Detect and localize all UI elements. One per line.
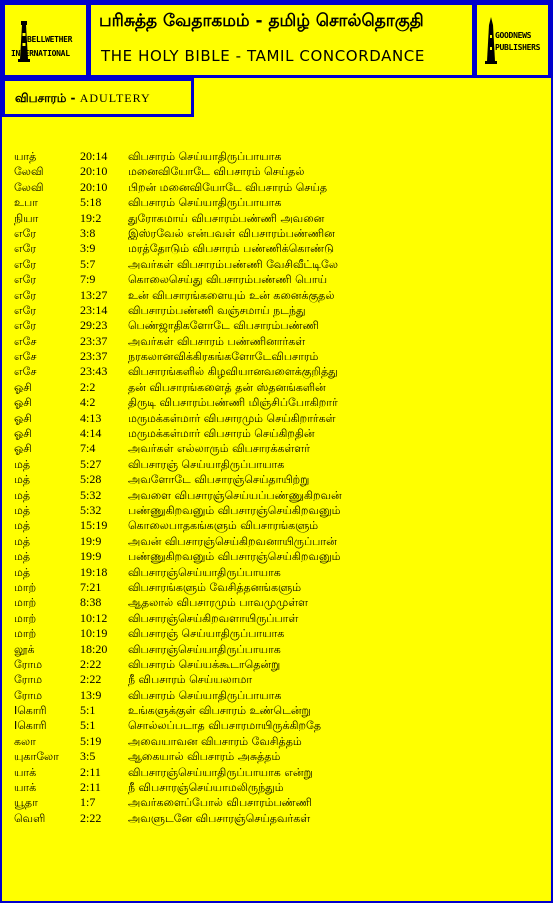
verse-text: நரகலானவிக்கிரகங்களோடேவிபசாரம் [128, 350, 319, 364]
verse-ref: 20:10 [80, 164, 108, 179]
verse-row [14, 272, 534, 287]
verse-ref: 20:10 [80, 179, 108, 194]
verse-text: துரோகமாய் விபசாரம்பண்ணி அவனை [128, 211, 325, 225]
logo-left-line1: BELLWETHER [27, 35, 73, 44]
verse-book: எசே [14, 365, 37, 379]
verse-row [14, 334, 534, 349]
verse-row [14, 595, 534, 610]
verse-book: மாற் [14, 580, 37, 594]
bellwether-logo [2, 2, 89, 78]
verse-book: லூக் [14, 642, 35, 656]
verse-ref: 13:9 [80, 687, 102, 702]
verse-row [14, 380, 534, 395]
verse-book: மத் [14, 550, 31, 564]
verse-text: அவளுடனே விபசாரஞ்செய்தவர்கள் [128, 811, 311, 825]
verse-ref: 5:19 [80, 733, 102, 748]
verse-text: ஆதலால் விபசாரமும் பாவமுமுள்ள [128, 596, 309, 610]
verse-ref: 19:18 [80, 564, 108, 579]
verse-book: மாற் [14, 627, 37, 641]
verse-row [14, 472, 534, 487]
verse-text: விபசாரங்களும் வேசித்தனங்களும் [128, 580, 302, 594]
verse-ref: 18:20 [80, 641, 108, 656]
verse-book: லேவி [14, 180, 44, 194]
verse-text: தன் விபசாரங்களைத் தன் ஸ்தனங்களின் [128, 380, 326, 394]
verse-ref: 19:9 [80, 549, 102, 564]
verse-book: யாக் [14, 781, 37, 795]
verse-book: Iகொரி [14, 719, 47, 733]
verse-row [14, 718, 534, 733]
verse-text: உன் விபசாரங்களையும் உன் கனைக்குதல் [128, 288, 335, 302]
verse-text: இஸ்ரவேல் என்பவள் விபசாரம்பண்ணின [128, 226, 335, 240]
verse-row [14, 672, 534, 687]
verse-text: திருடி விபசாரம்பண்ணி மிஞ்சிப்போகிறார் [128, 396, 338, 410]
verse-text: பண்ணுகிறவனும் விபசாரஞ்செய்கிறவனும் [128, 550, 341, 564]
tower-icon [485, 17, 497, 65]
verse-book: மாற் [14, 611, 37, 625]
verse-text: விபசாரஞ்செய்யாதிருப்பாயாக [128, 642, 281, 656]
verse-ref: 15:19 [80, 518, 108, 533]
verse-text: நீ விபசாரஞ்செய்யாமலிருந்தும் [128, 781, 284, 795]
verse-row [14, 811, 534, 826]
verse-book: வெளி [14, 811, 46, 825]
verse-book: ஓசி [14, 411, 32, 425]
verse-row [14, 488, 534, 503]
verse-ref: 2:2 [80, 379, 96, 394]
verse-row [14, 195, 534, 210]
verse-book: யூதா [14, 796, 38, 810]
verse-row [14, 565, 534, 580]
verse-book: ரோம [14, 657, 43, 671]
verse-text: விபசாரஞ் செய்யாதிருப்பாயாக [128, 627, 285, 641]
verse-row [14, 518, 534, 533]
verse-text: பெண்ஜாதிகளோடே விபசாரம்பண்ணி [128, 319, 319, 333]
verse-book: மத் [14, 565, 31, 579]
verse-book: ஓசி [14, 442, 32, 456]
word-tamil: விபசாரம் [15, 91, 67, 105]
verse-row [14, 534, 534, 549]
verse-ref: 5:18 [80, 195, 102, 210]
verse-text: அவன் விபசாரஞ்செய்கிறவனாயிருப்பான் [128, 534, 337, 548]
verse-ref: 5:32 [80, 487, 102, 502]
verse-text: அவளோடே விபசாரஞ்செய்தாயிற்று [128, 473, 310, 487]
verse-book: மத் [14, 503, 31, 517]
verse-text: விபசாரஞ்செய்கிறவளாயிருப்பாள் [128, 611, 299, 625]
verse-ref: 4:13 [80, 410, 102, 425]
verse-ref: 2:11 [80, 764, 101, 779]
verse-text: விபசாரம்பண்ணி வஞ்சமாய் நடந்து [128, 303, 306, 317]
title-english: THE HOLY BIBLE - TAMIL CONCORDANCE [101, 47, 425, 65]
verse-row [14, 688, 534, 703]
verse-row [14, 241, 534, 256]
verse-book: மத் [14, 534, 31, 548]
verse-book: ஓசி [14, 396, 32, 410]
verse-text: மருமக்கள்மார் விபசாரம் செய்கிறதின் [128, 427, 315, 441]
logo-right-line1: GOODNEWS [495, 31, 532, 40]
verse-row [14, 549, 534, 564]
verse-book: லேவி [14, 165, 44, 179]
verse-text: அவையாவன விபசாரம் வேசித்தம் [128, 734, 302, 748]
verse-text: விபசாரம் செய்யாதிருப்பாயாக [128, 196, 282, 210]
verse-ref: 1:7 [80, 795, 96, 810]
verse-ref: 5:1 [80, 718, 96, 733]
verse-row [14, 626, 534, 641]
verse-book: எரே [14, 257, 37, 271]
verse-ref: 19:9 [80, 533, 102, 548]
verse-book: ரோம [14, 673, 43, 687]
verse-text: அவர்கள் விபசாரம் பண்ணினார்கள் [128, 334, 306, 348]
verse-text: கொலைபாதகங்களும் விபசாரங்களும் [128, 519, 319, 533]
verse-text: விபசாரஞ் செய்யாதிருப்பாயாக [128, 457, 285, 471]
verse-row [14, 211, 534, 226]
verse-text: பிறன் மனைவியோடே விபசாரம் செய்த [128, 180, 327, 194]
verse-ref: 13:27 [80, 287, 108, 302]
verse-book: எரே [14, 242, 37, 256]
verse-row [14, 180, 534, 195]
verse-ref: 3:9 [80, 241, 96, 256]
verse-row [14, 395, 534, 410]
verse-row [14, 765, 534, 780]
verse-ref: 3:8 [80, 225, 96, 240]
logo-left-line2: INTERNATIONAL [11, 49, 70, 58]
verse-book: எரே [14, 226, 37, 240]
verse-text: அவர்கள் எல்லாரும் விபசாரக்கள்ளர் [128, 442, 310, 456]
verse-book: Iகொரி [14, 704, 47, 718]
verse-row [14, 503, 534, 518]
verse-ref: 20:14 [80, 149, 108, 163]
verse-text: விபசாரங்களில் கிழவியானவளைக்குறித்து [128, 365, 338, 379]
verse-ref: 29:23 [80, 318, 108, 333]
verse-row [14, 657, 534, 672]
verse-text: மருமக்கள்மார் விபசாரமும் செய்கிறார்கள் [128, 411, 336, 425]
logo-right-line2: PUBLISHERS [495, 43, 541, 52]
verse-list [14, 149, 534, 826]
verse-book: ரோம [14, 688, 43, 702]
verse-ref: 7:21 [80, 579, 102, 594]
verse-row [14, 364, 534, 379]
verse-text: கொலைசெய்து விபசாரம்பண்ணி பொய் [128, 273, 328, 287]
verse-book: எசே [14, 334, 37, 348]
verse-ref: 8:38 [80, 595, 102, 610]
verse-book: ஓசி [14, 427, 32, 441]
verse-text: ஆகையால் விபசாரம் அசுத்தம் [128, 750, 281, 764]
verse-ref: 10:19 [80, 626, 108, 641]
verse-text: விபசாரஞ்செய்யாதிருப்பாயாக [128, 565, 281, 579]
verse-text: மனைவியோடே விபசாரம் செய்தல் [128, 165, 305, 179]
verse-text: விபசாரம் செய்யாதிருப்பாயாக [128, 150, 282, 163]
verse-book: நியா [14, 211, 39, 225]
verse-ref: 7:4 [80, 441, 96, 456]
verse-row [14, 441, 534, 456]
verse-text: சொல்லப்படாத விபசாரமாயிருக்கிறதே [128, 719, 322, 733]
verse-book: எசே [14, 350, 37, 364]
verse-book: எரே [14, 303, 37, 317]
verse-ref: 7:9 [80, 272, 96, 287]
verse-book: எரே [14, 288, 37, 302]
verse-book: மத் [14, 488, 31, 502]
verse-text: உங்களுக்குள் விபசாரம் உண்டென்று [128, 704, 311, 718]
verse-text: நீ விபசாரம் செய்யலாமா [128, 673, 253, 687]
verse-row [14, 149, 534, 164]
verse-text: அவர்கள் விபசாரம்பண்ணி வேசிவீட்டிலே [128, 257, 338, 271]
verse-row [14, 642, 534, 657]
verse-ref: 4:14 [80, 426, 102, 441]
verse-book: யாத் [14, 150, 37, 163]
verse-ref: 23:37 [80, 349, 108, 364]
verse-row [14, 226, 534, 241]
verse-text: விபசாரம் செய்யாதிருப்பாயாக [128, 688, 282, 702]
verse-ref: 2:22 [80, 672, 102, 687]
title-banner [88, 2, 475, 78]
word-heading [2, 78, 194, 117]
verse-row [14, 749, 534, 764]
verse-ref: 2:22 [80, 810, 102, 825]
verse-book: யாக் [14, 765, 37, 779]
verse-ref: 23:43 [80, 364, 108, 379]
verse-book: மத் [14, 473, 31, 487]
verse-ref: 5:32 [80, 502, 102, 517]
verse-ref: 23:14 [80, 302, 108, 317]
verse-book: ஓசி [14, 380, 32, 394]
verse-ref: 5:27 [80, 456, 102, 471]
verse-text: விபசாரம் செய்யக்கூடாதென்று [128, 657, 281, 671]
verse-row [14, 611, 534, 626]
verse-ref: 5:1 [80, 703, 96, 718]
verse-ref: 23:37 [80, 333, 108, 348]
verse-row [14, 303, 534, 318]
verse-row [14, 164, 534, 179]
verse-book: எரே [14, 273, 37, 287]
verse-book: எரே [14, 319, 37, 333]
verse-ref: 2:22 [80, 656, 102, 671]
verse-ref: 5:28 [80, 472, 102, 487]
goodnews-logo [474, 2, 551, 78]
verse-row [14, 580, 534, 595]
verse-book: உபா [14, 196, 38, 210]
verse-row [14, 795, 534, 810]
word-dash: - [70, 91, 76, 105]
verse-row [14, 288, 534, 303]
verse-book: கலா [14, 734, 36, 748]
title-tamil: பரிசுத்த வேதாகமம் - தமிழ் சொல்தொகுதி [99, 11, 424, 31]
verse-book: மத் [14, 457, 31, 471]
verse-book: யுகாலோ [14, 750, 59, 764]
verse-text: அவர்களைப்போல் விபசாரம்பண்ணி [128, 796, 313, 810]
verse-row [14, 411, 534, 426]
verse-row [14, 349, 534, 364]
verse-text: மரத்தோடும் விபசாரம் பண்ணிக்கொண்டு [128, 242, 334, 256]
verse-row [14, 734, 534, 749]
verse-book: மாற் [14, 596, 37, 610]
verse-text: அவளை விபசாரஞ்செய்யப்பண்ணுகிறவன் [128, 488, 342, 502]
verse-ref: 19:2 [80, 210, 102, 225]
verse-ref: 3:5 [80, 749, 96, 764]
verse-row [14, 780, 534, 795]
verse-row [14, 257, 534, 272]
verse-row [14, 426, 534, 441]
verse-ref: 2:11 [80, 780, 101, 795]
verse-row [14, 318, 534, 333]
word-english: ADULTERY [79, 91, 151, 105]
verse-text: பண்ணுகிறவனும் விபசாரஞ்செய்கிறவனும் [128, 503, 341, 517]
verse-text: விபசாரஞ்செய்யாதிருப்பாயாக என்று [128, 765, 313, 779]
verse-ref: 10:12 [80, 610, 108, 625]
verse-row [14, 457, 534, 472]
verse-book: மத் [14, 519, 31, 533]
word-heading-text [15, 91, 151, 107]
verse-ref: 5:7 [80, 256, 96, 271]
verse-ref: 4:2 [80, 395, 96, 410]
verse-row [14, 703, 534, 718]
